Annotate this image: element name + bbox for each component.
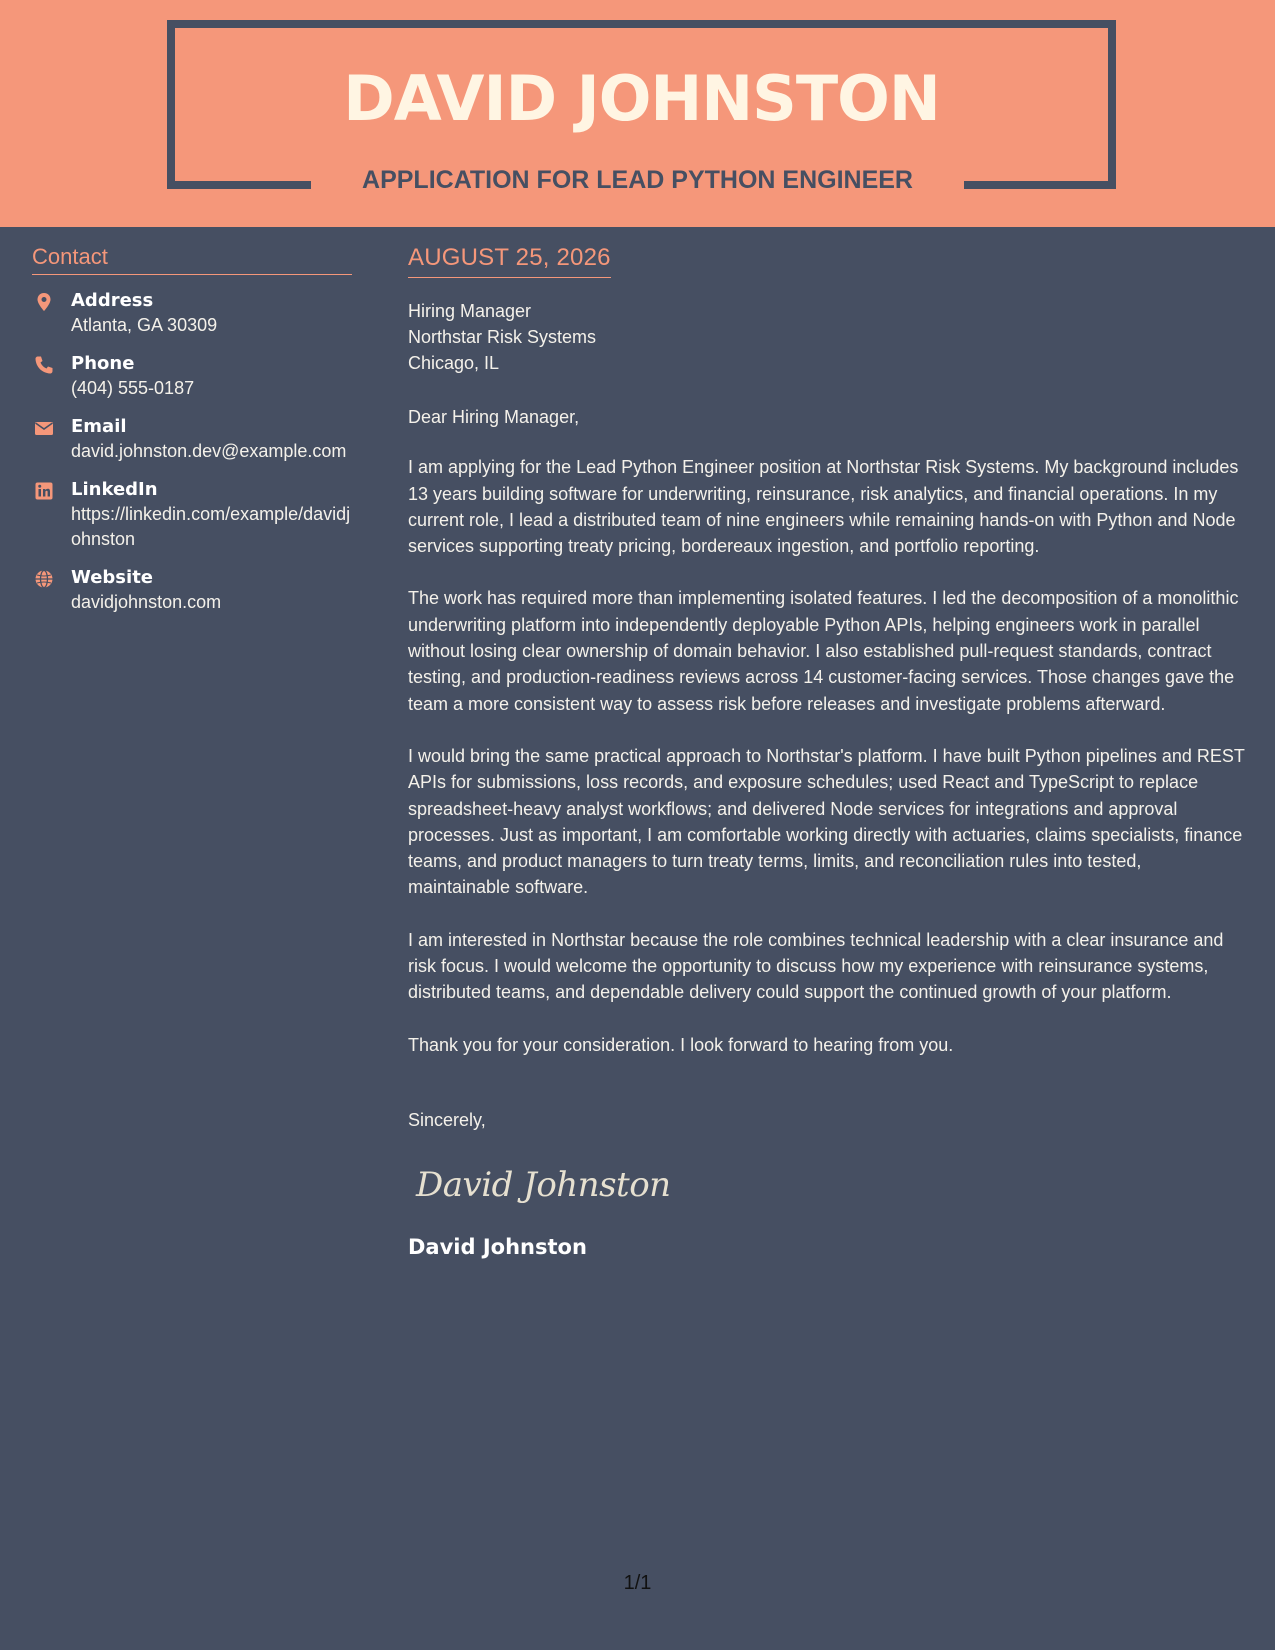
linkedin-label: LinkedIn — [71, 479, 158, 500]
contact-phone — [32, 352, 352, 401]
paragraph-5: Thank you for your consideration. I look forward to hearing from you. — [408, 1034, 954, 1055]
letter-body — [408, 244, 1248, 1259]
phone-icon — [34, 355, 54, 375]
address-label: Address — [71, 290, 154, 311]
envelope-icon — [34, 418, 54, 438]
email-label: Email — [71, 416, 127, 437]
closing: Sincerely, — [408, 1109, 486, 1130]
map-pin-icon — [34, 292, 54, 312]
paragraph-3: I would bring the same practical approach to Northstar's platform. I have built Python pipelines and REST APIs for submissions, loss records, and exposure schedules; used React and TypeScript to replace spreadsheet-heavy analyst workflows; and delivered Node services for integrations and approval processes. Just as important, I am comfortable working directly with actuaries, claims specialists, finance teams, and product managers to turn treaty terms, limits, and reconciliation rules into tested, maintainable software. — [408, 745, 1245, 898]
website-value[interactable]: davidjohnston.com — [71, 592, 222, 612]
phone-label: Phone — [71, 353, 135, 374]
email-value[interactable]: david.johnston.dev@example.com — [71, 441, 347, 461]
contact-email — [32, 415, 352, 464]
recipient-location: Chicago, IL — [408, 353, 500, 373]
linkedin-icon — [34, 481, 54, 501]
recipient-title: Hiring Manager — [408, 301, 532, 321]
linkedin-value[interactable]: https://linkedin.com/example/davidjohnston — [71, 504, 351, 549]
letter-text — [408, 404, 1248, 1058]
recipient-block — [408, 298, 1248, 376]
globe-icon — [34, 569, 54, 589]
phone-value: (404) 555-0187 — [71, 378, 195, 398]
contact-sidebar — [32, 244, 352, 615]
contact-address — [32, 289, 352, 338]
paragraph-4: I am interested in Northstar because the role combines technical leadership with a clear insurance and risk focus. I would welcome the opportunity to discuss how my experience with reinsurance systems, distributed teams, and dependable delivery could support the continued growth of your platform. — [408, 929, 1224, 1003]
handwritten-signature: David Johnston — [416, 1164, 671, 1205]
website-label: Website — [71, 567, 154, 588]
contact-linkedin — [32, 478, 352, 552]
paragraph-2: The work has required more than implementing isolated features. I led the decomposition of a monolithic underwriting platform into independently deployable Python APIs, helping engineers work in parallel without losing clear ownership of domain behavior. I also established pull-request standards, contract testing, and production-readiness reviews across 14 customer-facing services. Those changes gave the team a more consistent way to assess risk before releases and investigate problems afterward. — [408, 588, 1239, 714]
contact-heading: Contact — [32, 244, 352, 275]
paragraph-1: I am applying for the Lead Python Engineer position at Northstar Risk Systems. My background includes 13 years building software for underwriting, reinsurance, risk analytics, and financial operations. In my current role, I lead a distributed team of nine engineers while remaining hands-on with Python and Node services supporting treaty pricing, bordereaux ingestion, and portfolio reporting. — [408, 457, 1239, 557]
page-number: 1/1 — [623, 1572, 652, 1594]
application-title: APPLICATION FOR LEAD PYTHON ENGINEER — [362, 166, 913, 194]
header-frame-bottom-left — [167, 181, 311, 189]
signed-name: David Johnston — [408, 1234, 587, 1259]
header-frame-bottom-right — [964, 181, 1108, 189]
letter-date: AUGUST 25, 2026 — [408, 244, 611, 278]
address-value: Atlanta, GA 30309 — [71, 315, 218, 335]
contact-website — [32, 566, 352, 615]
greeting: Dear Hiring Manager, — [408, 407, 580, 427]
recipient-company: Northstar Risk Systems — [408, 327, 597, 347]
header-banner — [0, 0, 1275, 227]
applicant-name: DAVID JOHNSTON — [343, 62, 940, 135]
